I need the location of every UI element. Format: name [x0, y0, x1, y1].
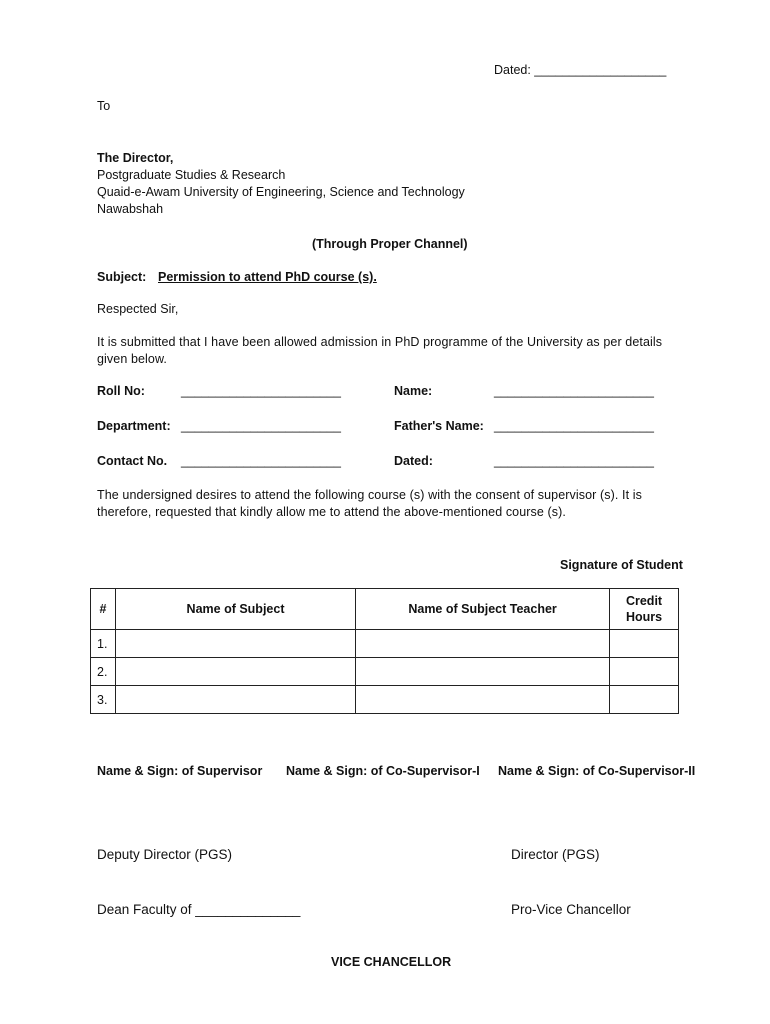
roll-no-label: Roll No:	[97, 384, 145, 398]
table-row	[91, 686, 679, 714]
name-line[interactable]: _______________________	[494, 384, 654, 398]
contact-no-label: Contact No.	[97, 454, 168, 468]
to-label: To	[97, 99, 111, 113]
through-channel: (Through Proper Channel)	[312, 237, 468, 251]
table-row	[91, 630, 679, 658]
pro-vice-chancellor: Pro-Vice Chancellor	[511, 902, 631, 917]
row-number: 3.	[91, 686, 116, 714]
teacher-cell[interactable]	[356, 658, 610, 686]
request-paragraph: The undersigned desires to attend the following course (s) with the consent of supervisor (s). It is therefore, requested that kindly allow me to attend the above-mentioned course (s).	[97, 488, 642, 519]
table-row	[91, 658, 679, 686]
department-label: Department:	[97, 419, 171, 433]
subject-cell[interactable]	[115, 630, 355, 658]
fathers-name-label: Father's Name:	[394, 419, 484, 433]
addressee-line2: Quaid-e-Awam University of Engineering, Science and Technology	[97, 185, 465, 199]
vice-chancellor: VICE CHANCELLOR	[331, 955, 452, 969]
addressee-line3: Nawabshah	[97, 202, 164, 216]
addressee-title: The Director,	[97, 151, 174, 165]
credit-cell[interactable]	[610, 630, 679, 658]
row-number: 2.	[91, 658, 116, 686]
header-teacher: Name of Subject Teacher	[356, 589, 610, 630]
contact-no-line[interactable]: _______________________	[181, 454, 341, 468]
co-supervisor-2-sign: Name & Sign: of Co-Supervisor-II	[498, 764, 696, 778]
roll-no-line[interactable]: _______________________	[181, 384, 341, 398]
intro-paragraph: It is submitted that I have been allowed admission in PhD programme of the University as per details given below.	[97, 335, 663, 366]
name-label: Name:	[394, 384, 433, 398]
teacher-cell[interactable]	[356, 630, 610, 658]
table-header-row	[91, 589, 679, 630]
director-pgs: Director (PGS)	[511, 847, 600, 862]
header-subject: Name of Subject	[115, 589, 355, 630]
dated-label: Dated:	[394, 454, 433, 468]
addressee-line1: Postgraduate Studies & Research	[97, 168, 286, 182]
dated-line[interactable]: _______________________	[494, 454, 654, 468]
row-number: 1.	[91, 630, 116, 658]
header-number: #	[91, 589, 116, 630]
subject-label: Subject:	[97, 270, 147, 284]
subject-cell[interactable]	[115, 686, 355, 714]
courses-table	[90, 588, 679, 714]
signature-of-student: Signature of Student	[560, 558, 683, 572]
deputy-director: Deputy Director (PGS)	[97, 847, 233, 862]
dean-faculty: Dean Faculty of ______________	[97, 902, 301, 917]
supervisor-sign: Name & Sign: of Supervisor	[97, 764, 263, 778]
credit-cell[interactable]	[610, 686, 679, 714]
fathers-name-line[interactable]: _______________________	[494, 419, 654, 433]
header-credit-hours: Credit Hours	[610, 589, 679, 630]
teacher-cell[interactable]	[356, 686, 610, 714]
department-line[interactable]: _______________________	[181, 419, 341, 433]
salutation: Respected Sir,	[97, 302, 179, 316]
dated-top: Dated: ___________________	[494, 63, 667, 77]
subject-text: Permission to attend PhD course (s).	[158, 270, 377, 284]
co-supervisor-1-sign: Name & Sign: of Co-Supervisor-I	[286, 764, 480, 778]
credit-cell[interactable]	[610, 658, 679, 686]
subject-cell[interactable]	[115, 658, 355, 686]
